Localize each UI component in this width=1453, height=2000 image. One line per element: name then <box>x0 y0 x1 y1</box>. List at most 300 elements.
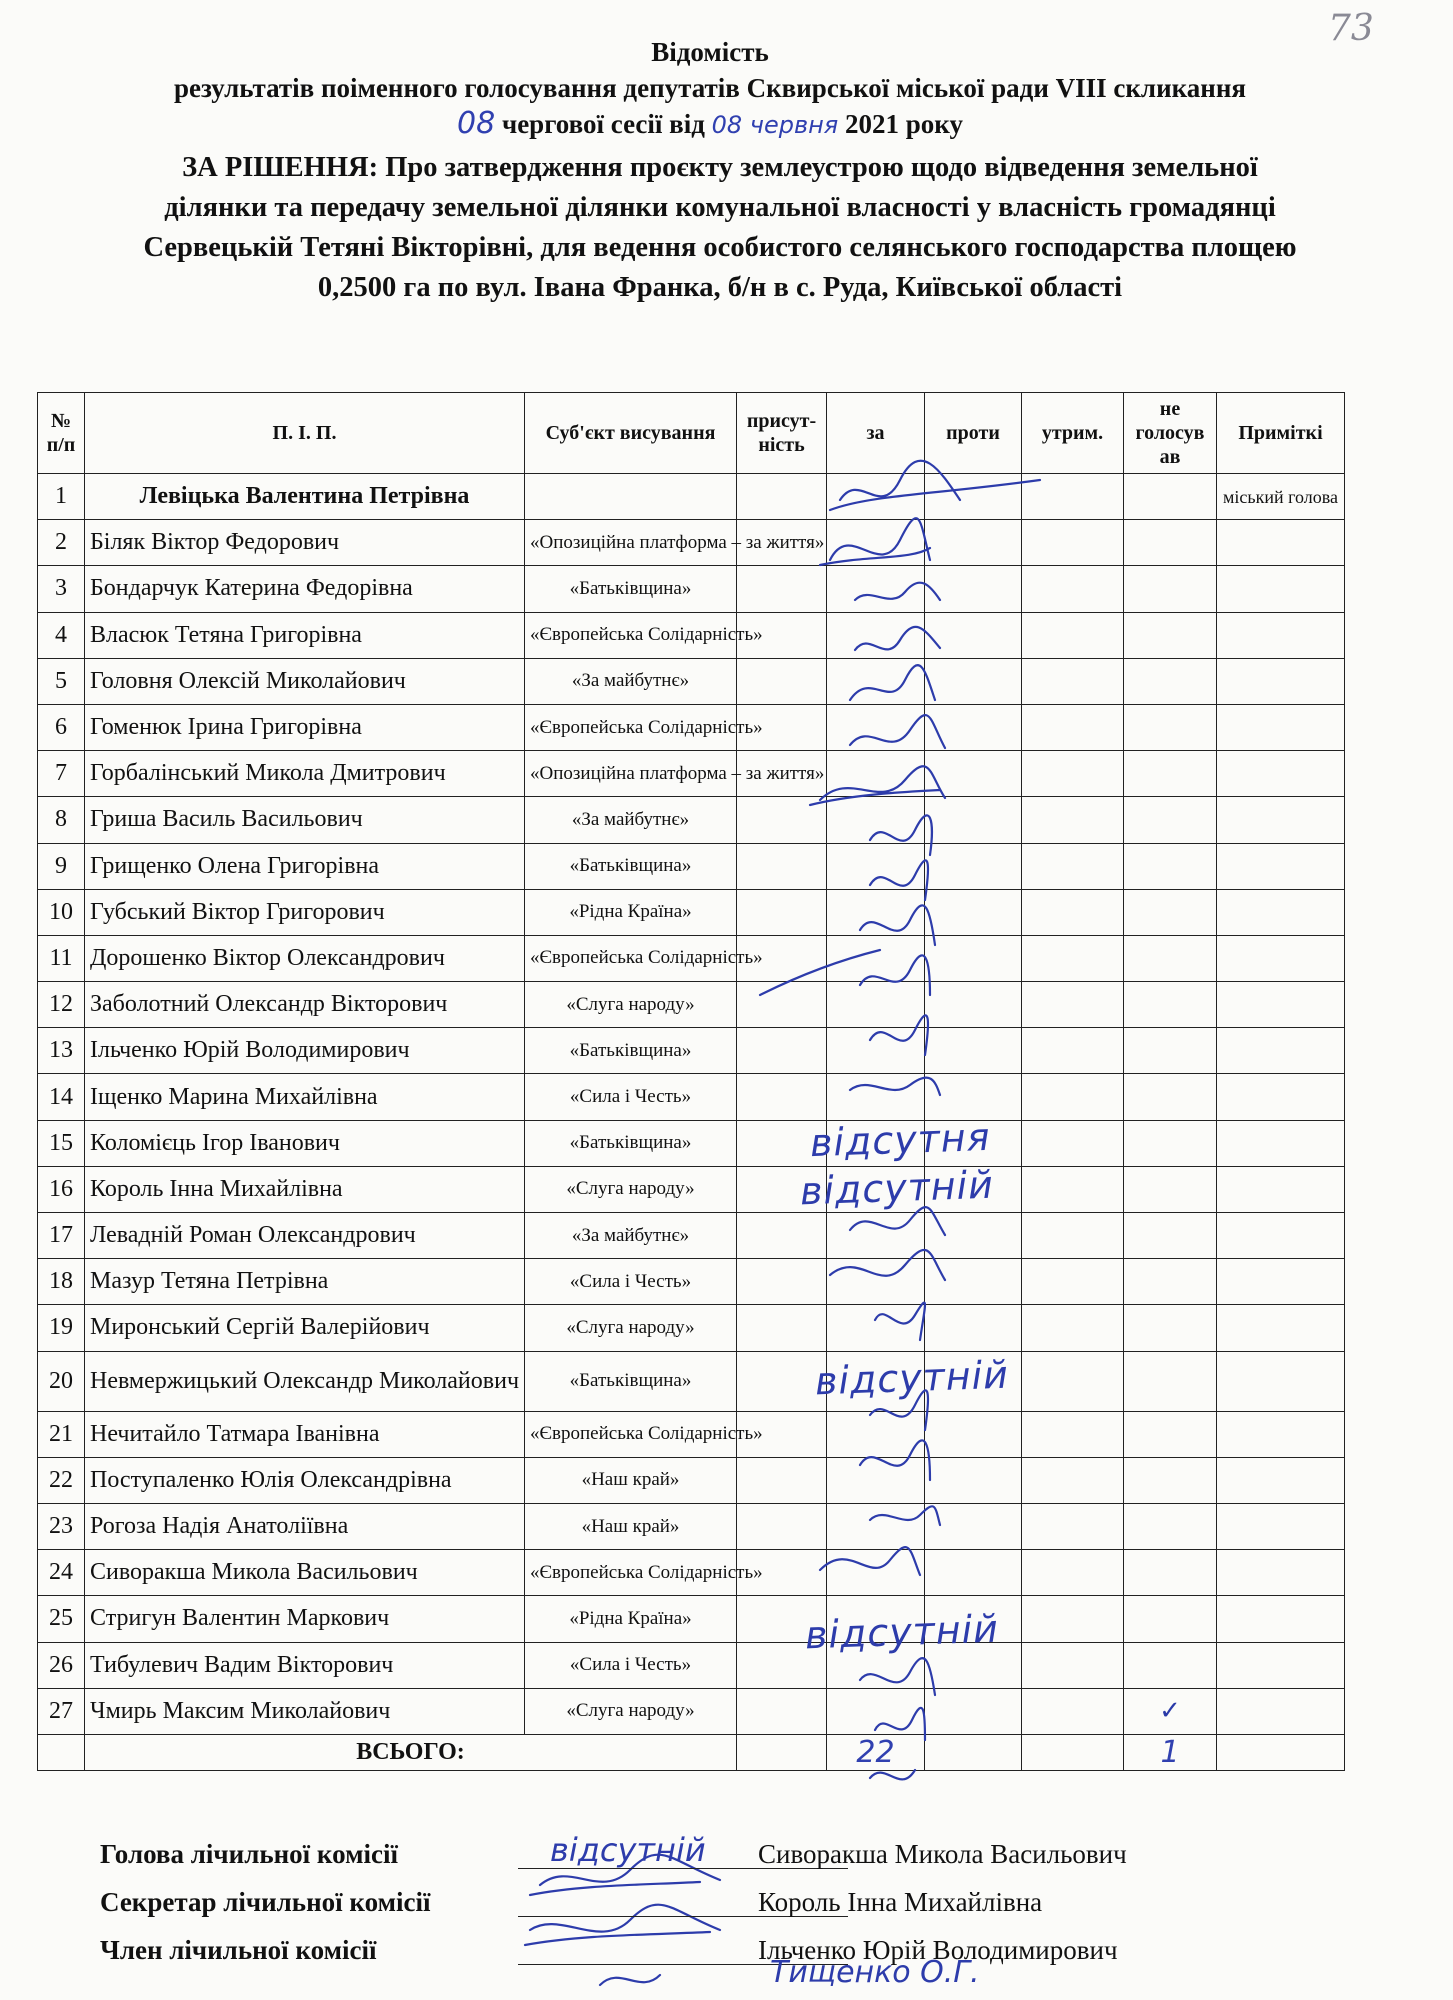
against-cell <box>925 658 1022 704</box>
party-name: «Батьківщина» <box>525 566 737 612</box>
table-row <box>38 797 1345 843</box>
not-voted-cell <box>1124 1259 1217 1305</box>
present-cell <box>737 982 827 1028</box>
abstain-cell <box>1022 1213 1124 1259</box>
row-number: 20 <box>38 1351 85 1411</box>
for-cell <box>827 935 925 981</box>
party-name: «Опозиційна платформа – за життя» <box>525 751 737 797</box>
session-number: 08 <box>457 106 496 141</box>
for-cell <box>827 704 925 750</box>
abstain-cell <box>1022 612 1124 658</box>
party-name: «Опозиційна платформа – за життя» <box>525 520 737 566</box>
table-row <box>38 566 1345 612</box>
deputy-name: Тибулевич Вадим Вікторович <box>85 1642 525 1688</box>
not-voted-cell <box>1124 1550 1217 1596</box>
not-voted-cell <box>1124 1411 1217 1457</box>
note-cell <box>1217 1259 1345 1305</box>
party-name: «Слуга народу» <box>525 1688 737 1734</box>
secretary-role: Секретар лічильної комісії <box>100 1887 431 1917</box>
deputy-name: Гриша Василь Васильович <box>85 797 525 843</box>
table-row <box>38 751 1345 797</box>
total-against <box>925 1734 1022 1770</box>
party-name <box>525 474 737 520</box>
deputy-name: Біляк Віктор Федорович <box>85 520 525 566</box>
deputy-name: Левіцька Валентина Петрівна <box>85 474 525 520</box>
for-cell <box>827 982 925 1028</box>
not-voted-cell: ✓ <box>1124 1688 1217 1734</box>
table-header-row <box>38 393 1345 474</box>
party-name: «Сила і Честь» <box>525 1642 737 1688</box>
note-cell <box>1217 982 1345 1028</box>
not-voted-cell <box>1124 520 1217 566</box>
commission-chair-row <box>100 1830 1360 1878</box>
table-row <box>38 704 1345 750</box>
not-voted-cell <box>1124 704 1217 750</box>
note-cell <box>1217 520 1345 566</box>
session-date: 08 червня <box>711 111 839 139</box>
header-name: П. І. П. <box>85 393 525 474</box>
not-voted-cell <box>1124 843 1217 889</box>
total-not-voted <box>1124 1734 1217 1770</box>
present-cell <box>737 1457 827 1503</box>
abstain-cell <box>1022 1166 1124 1212</box>
row-number: 17 <box>38 1213 85 1259</box>
present-cell <box>737 1213 827 1259</box>
abstain-cell <box>1022 1688 1124 1734</box>
vote-table-body <box>38 474 1345 1735</box>
for-cell <box>827 1457 925 1503</box>
table-row <box>38 612 1345 658</box>
table-row <box>38 982 1345 1028</box>
deputy-name: Невмержицький Олександр Миколайович <box>85 1351 525 1411</box>
for-cell <box>827 1688 925 1734</box>
party-name: «Європейська Солідарність» <box>525 1550 737 1596</box>
party-name: «Сила і Честь» <box>525 1259 737 1305</box>
note-cell <box>1217 658 1345 704</box>
note-cell: міський голова <box>1217 474 1345 520</box>
present-cell <box>737 843 827 889</box>
document-header <box>40 34 1380 143</box>
row-number: 10 <box>38 889 85 935</box>
note-cell <box>1217 889 1345 935</box>
table-row <box>38 1028 1345 1074</box>
for-cell <box>827 658 925 704</box>
for-cell <box>827 474 925 520</box>
deputy-name: Ільченко Юрій Володимирович <box>85 1028 525 1074</box>
row-number: 5 <box>38 658 85 704</box>
party-name: «Слуга народу» <box>525 1305 737 1351</box>
present-cell <box>737 1074 827 1120</box>
row-number: 8 <box>38 797 85 843</box>
row-number: 19 <box>38 1305 85 1351</box>
total-note <box>1217 1734 1345 1770</box>
present-cell <box>737 1028 827 1074</box>
table-row <box>38 1305 1345 1351</box>
note-cell <box>1217 1351 1345 1411</box>
for-cell <box>827 1028 925 1074</box>
chair-signature: відсутній <box>550 1831 706 1869</box>
against-cell <box>925 1550 1022 1596</box>
for-cell <box>827 612 925 658</box>
abstain-cell <box>1022 1351 1124 1411</box>
table-row <box>38 1503 1345 1549</box>
page-number: 73 <box>1328 8 1374 49</box>
table-row <box>38 1411 1345 1457</box>
row-number: 24 <box>38 1550 85 1596</box>
against-cell <box>925 474 1022 520</box>
party-name: «Європейська Солідарність» <box>525 935 737 981</box>
abstain-cell <box>1022 982 1124 1028</box>
table-row <box>38 1166 1345 1212</box>
deputy-name: Бондарчук Катерина Федорівна <box>85 566 525 612</box>
table-row <box>38 1550 1345 1596</box>
not-voted-cell <box>1124 1596 1217 1642</box>
party-name: «Європейська Солідарність» <box>525 612 737 658</box>
deputy-name: Нечитайло Татмара Іванівна <box>85 1411 525 1457</box>
present-cell <box>737 566 827 612</box>
not-voted-cell <box>1124 566 1217 612</box>
row-number: 14 <box>38 1074 85 1120</box>
deputy-name: Сиворакша Микола Васильович <box>85 1550 525 1596</box>
total-empty-cell <box>38 1734 85 1770</box>
party-name: «Слуга народу» <box>525 1166 737 1212</box>
party-name: «За майбутнє» <box>525 658 737 704</box>
deputy-name: Губський Віктор Григорович <box>85 889 525 935</box>
total-row <box>38 1734 1345 1770</box>
header-present: присут-ність <box>737 393 827 474</box>
absent-mark-row14: відсутня <box>809 1114 992 1166</box>
abstain-cell <box>1022 1074 1124 1120</box>
note-cell <box>1217 1166 1345 1212</box>
not-voted-cell <box>1124 1028 1217 1074</box>
note-cell <box>1217 751 1345 797</box>
note-cell <box>1217 1596 1345 1642</box>
against-cell <box>925 1213 1022 1259</box>
row-number: 11 <box>38 935 85 981</box>
for-cell <box>827 889 925 935</box>
table-row <box>38 1351 1345 1411</box>
abstain-cell <box>1022 1305 1124 1351</box>
decision-line: 0,2500 га по вул. Івана Франка, б/н в с. Руда, Київської області <box>317 272 1123 303</box>
header-for: за <box>827 393 925 474</box>
abstain-cell <box>1022 566 1124 612</box>
present-cell <box>737 658 827 704</box>
decision-line: Сервецькій Тетяні Вікторівні, для ведення особистого селянського господарства площею <box>143 232 1297 263</box>
not-voted-cell <box>1124 1642 1217 1688</box>
bottom-handwritten-name: Тищенко О.Г. <box>770 1955 980 1990</box>
row-number: 22 <box>38 1457 85 1503</box>
abstain-cell <box>1022 1642 1124 1688</box>
row-number: 27 <box>38 1688 85 1734</box>
for-cell <box>827 1550 925 1596</box>
abstain-cell <box>1022 474 1124 520</box>
decision-title <box>40 148 1400 308</box>
not-voted-cell <box>1124 1213 1217 1259</box>
not-voted-cell <box>1124 889 1217 935</box>
against-cell <box>925 843 1022 889</box>
header-party: Суб'єкт висування <box>525 393 737 474</box>
note-cell <box>1217 612 1345 658</box>
against-cell <box>925 1411 1022 1457</box>
deputy-name: Дорошенко Віктор Олександрович <box>85 935 525 981</box>
against-cell <box>925 1305 1022 1351</box>
deputy-name: Заболотний Олександр Вікторович <box>85 982 525 1028</box>
party-name: «За майбутнє» <box>525 1213 737 1259</box>
party-name: «Наш край» <box>525 1503 737 1549</box>
party-name: «Слуга народу» <box>525 982 737 1028</box>
deputy-name: Головня Олексій Миколайович <box>85 658 525 704</box>
absent-mark-row15: відсутній <box>799 1162 995 1214</box>
note-cell <box>1217 1028 1345 1074</box>
present-cell <box>737 474 827 520</box>
note-cell <box>1217 1213 1345 1259</box>
note-cell <box>1217 566 1345 612</box>
party-name: «Наш край» <box>525 1457 737 1503</box>
against-cell <box>925 1074 1022 1120</box>
for-cell <box>827 1213 925 1259</box>
for-cell <box>827 843 925 889</box>
deputy-name: Король Інна Михайлівна <box>85 1166 525 1212</box>
against-cell <box>925 982 1022 1028</box>
note-cell <box>1217 1120 1345 1166</box>
deputy-name: Коломієць Ігор Іванович <box>85 1120 525 1166</box>
header-num: № п/п <box>38 393 85 474</box>
for-cell <box>827 751 925 797</box>
note-cell <box>1217 1457 1345 1503</box>
row-number: 23 <box>38 1503 85 1549</box>
party-name: «За майбутнє» <box>525 797 737 843</box>
absent-mark-row19: відсутній <box>814 1352 1010 1404</box>
table-row <box>38 1688 1345 1734</box>
not-voted-cell <box>1124 935 1217 981</box>
header-not-voted: не голосув ав <box>1124 393 1217 474</box>
deputy-name: Стригун Валентин Маркович <box>85 1596 525 1642</box>
against-cell <box>925 520 1022 566</box>
not-voted-cell <box>1124 1457 1217 1503</box>
for-cell <box>827 1259 925 1305</box>
total-abstain <box>1022 1734 1124 1770</box>
against-cell <box>925 612 1022 658</box>
party-name: «Батьківщина» <box>525 843 737 889</box>
table-row <box>38 1213 1345 1259</box>
against-cell <box>925 797 1022 843</box>
deputy-name: Чмирь Максим Миколайович <box>85 1688 525 1734</box>
signature-row27 <box>870 1770 915 1779</box>
for-cell <box>827 566 925 612</box>
note-cell <box>1217 843 1345 889</box>
abstain-cell <box>1022 843 1124 889</box>
chair-role: Голова лічильної комісії <box>100 1839 398 1869</box>
abstain-cell <box>1022 1550 1124 1596</box>
abstain-cell <box>1022 1259 1124 1305</box>
secretary-name: Король Інна Михайлівна <box>758 1887 1043 1917</box>
against-cell <box>925 1503 1022 1549</box>
abstain-cell <box>1022 1028 1124 1074</box>
note-cell <box>1217 1688 1345 1734</box>
row-number: 4 <box>38 612 85 658</box>
against-cell <box>925 751 1022 797</box>
deputy-name: Мазур Тетяна Петрівна <box>85 1259 525 1305</box>
row-number: 12 <box>38 982 85 1028</box>
table-row <box>38 935 1345 981</box>
row-number: 26 <box>38 1642 85 1688</box>
not-voted-cell <box>1124 658 1217 704</box>
party-name: «Європейська Солідарність» <box>525 1411 737 1457</box>
for-cell <box>827 797 925 843</box>
signature-bottom <box>600 1975 660 1985</box>
total-present <box>737 1734 827 1770</box>
table-row <box>38 520 1345 566</box>
vote-table <box>37 392 1345 1771</box>
for-cell <box>827 1503 925 1549</box>
row-number: 25 <box>38 1596 85 1642</box>
counting-commission <box>100 1830 1360 1974</box>
table-row <box>38 1596 1345 1642</box>
member-role: Член лічильної комісії <box>100 1935 377 1965</box>
total-label: ВСЬОГО: <box>85 1734 737 1770</box>
present-cell <box>737 1351 827 1411</box>
not-voted-cell <box>1124 982 1217 1028</box>
note-cell <box>1217 1503 1345 1549</box>
header-note: Приміткі <box>1217 393 1345 474</box>
party-name: «Сила і Честь» <box>525 1074 737 1120</box>
note-cell <box>1217 1305 1345 1351</box>
party-name: «Батьківщина» <box>525 1351 737 1411</box>
note-cell <box>1217 1074 1345 1120</box>
note-cell <box>1217 797 1345 843</box>
table-row <box>38 1074 1345 1120</box>
party-name: «Батьківщина» <box>525 1120 737 1166</box>
present-cell <box>737 1259 827 1305</box>
deputy-name: Гоменюк Ірина Григорівна <box>85 704 525 750</box>
commission-secretary-row <box>100 1878 1360 1926</box>
abstain-cell <box>1022 658 1124 704</box>
abstain-cell <box>1022 797 1124 843</box>
abstain-cell <box>1022 520 1124 566</box>
present-cell <box>737 1305 827 1351</box>
deputy-name: Миронський Сергій Валерійович <box>85 1305 525 1351</box>
session-line <box>40 106 1380 143</box>
row-number: 13 <box>38 1028 85 1074</box>
row-number: 15 <box>38 1120 85 1166</box>
against-cell <box>925 1259 1022 1305</box>
session-text-1: чергової сесії від <box>501 109 705 139</box>
deputy-name: Власюк Тетяна Григорівна <box>85 612 525 658</box>
table-row <box>38 843 1345 889</box>
present-cell <box>737 1688 827 1734</box>
deputy-name: Поступаленко Юлія Олександрівна <box>85 1457 525 1503</box>
deputy-name: Грищенко Олена Григорівна <box>85 843 525 889</box>
deputy-name: Левадній Роман Олександрович <box>85 1213 525 1259</box>
not-voted-cell <box>1124 751 1217 797</box>
row-number: 9 <box>38 843 85 889</box>
table-row <box>38 1259 1345 1305</box>
against-cell <box>925 1688 1022 1734</box>
abstain-cell <box>1022 1596 1124 1642</box>
note-cell <box>1217 1550 1345 1596</box>
row-number: 1 <box>38 474 85 520</box>
against-cell <box>925 889 1022 935</box>
table-row <box>38 889 1345 935</box>
table-row <box>38 1457 1345 1503</box>
decision-line: ділянки та передачу земельної ділянки комунальної власності у власність громадянці <box>164 192 1276 223</box>
against-cell <box>925 935 1022 981</box>
not-voted-cell <box>1124 797 1217 843</box>
document-subtitle: результатів поіменного голосування депутатів Сквирської міської ради VIII скликання <box>173 73 1247 103</box>
party-name: «Рідна Країна» <box>525 889 737 935</box>
abstain-cell <box>1022 704 1124 750</box>
against-cell <box>925 704 1022 750</box>
header-against: проти <box>925 393 1022 474</box>
row-number: 2 <box>38 520 85 566</box>
not-voted-cell <box>1124 1074 1217 1120</box>
not-voted-cell <box>1124 1503 1217 1549</box>
abstain-cell <box>1022 889 1124 935</box>
for-cell <box>827 1305 925 1351</box>
total-for-value: 22 <box>856 1734 895 1770</box>
abstain-cell <box>1022 935 1124 981</box>
row-number: 21 <box>38 1411 85 1457</box>
party-name: «Батьківщина» <box>525 1028 737 1074</box>
row-number: 16 <box>38 1166 85 1212</box>
not-voted-cell <box>1124 1305 1217 1351</box>
party-name: «Європейська Солідарність» <box>525 704 737 750</box>
not-voted-cell <box>1124 1166 1217 1212</box>
total-for <box>827 1734 925 1770</box>
present-cell <box>737 1503 827 1549</box>
present-cell <box>737 889 827 935</box>
note-cell <box>1217 1411 1345 1457</box>
against-cell <box>925 1457 1022 1503</box>
note-cell <box>1217 1642 1345 1688</box>
row-number: 18 <box>38 1259 85 1305</box>
document-title: Відомість <box>651 37 769 67</box>
total-not-voted-value: 1 <box>1160 1734 1180 1770</box>
deputy-name: Іщенко Марина Михайлівна <box>85 1074 525 1120</box>
for-cell <box>827 520 925 566</box>
absent-mark-row24: відсутній <box>804 1606 1000 1658</box>
abstain-cell <box>1022 1120 1124 1166</box>
table-row <box>38 658 1345 704</box>
session-text-2: 2021 року <box>845 109 963 139</box>
note-cell <box>1217 704 1345 750</box>
commission-member-row <box>100 1926 1360 1974</box>
header-abstain: утрим. <box>1022 393 1124 474</box>
not-voted-cell <box>1124 1351 1217 1411</box>
for-cell <box>827 1074 925 1120</box>
present-cell <box>737 797 827 843</box>
against-cell <box>925 566 1022 612</box>
table-row <box>38 474 1345 520</box>
table-row <box>38 1120 1345 1166</box>
abstain-cell <box>1022 1411 1124 1457</box>
row-number: 3 <box>38 566 85 612</box>
abstain-cell <box>1022 1457 1124 1503</box>
not-voted-cell <box>1124 612 1217 658</box>
row-number: 7 <box>38 751 85 797</box>
party-name: «Рідна Країна» <box>525 1596 737 1642</box>
for-cell <box>827 1411 925 1457</box>
deputy-name: Рогоза Надія Анатоліївна <box>85 1503 525 1549</box>
row-number: 6 <box>38 704 85 750</box>
decision-line: ЗА РІШЕННЯ: Про затвердження проєкту землеустрою щодо відведення земельної <box>182 152 1258 183</box>
deputy-name: Горбалінський Микола Дмитрович <box>85 751 525 797</box>
table-row <box>38 1642 1345 1688</box>
not-voted-cell <box>1124 1120 1217 1166</box>
abstain-cell <box>1022 751 1124 797</box>
chair-name: Сиворакша Микола Васильович <box>758 1839 1127 1869</box>
not-voted-cell <box>1124 474 1217 520</box>
